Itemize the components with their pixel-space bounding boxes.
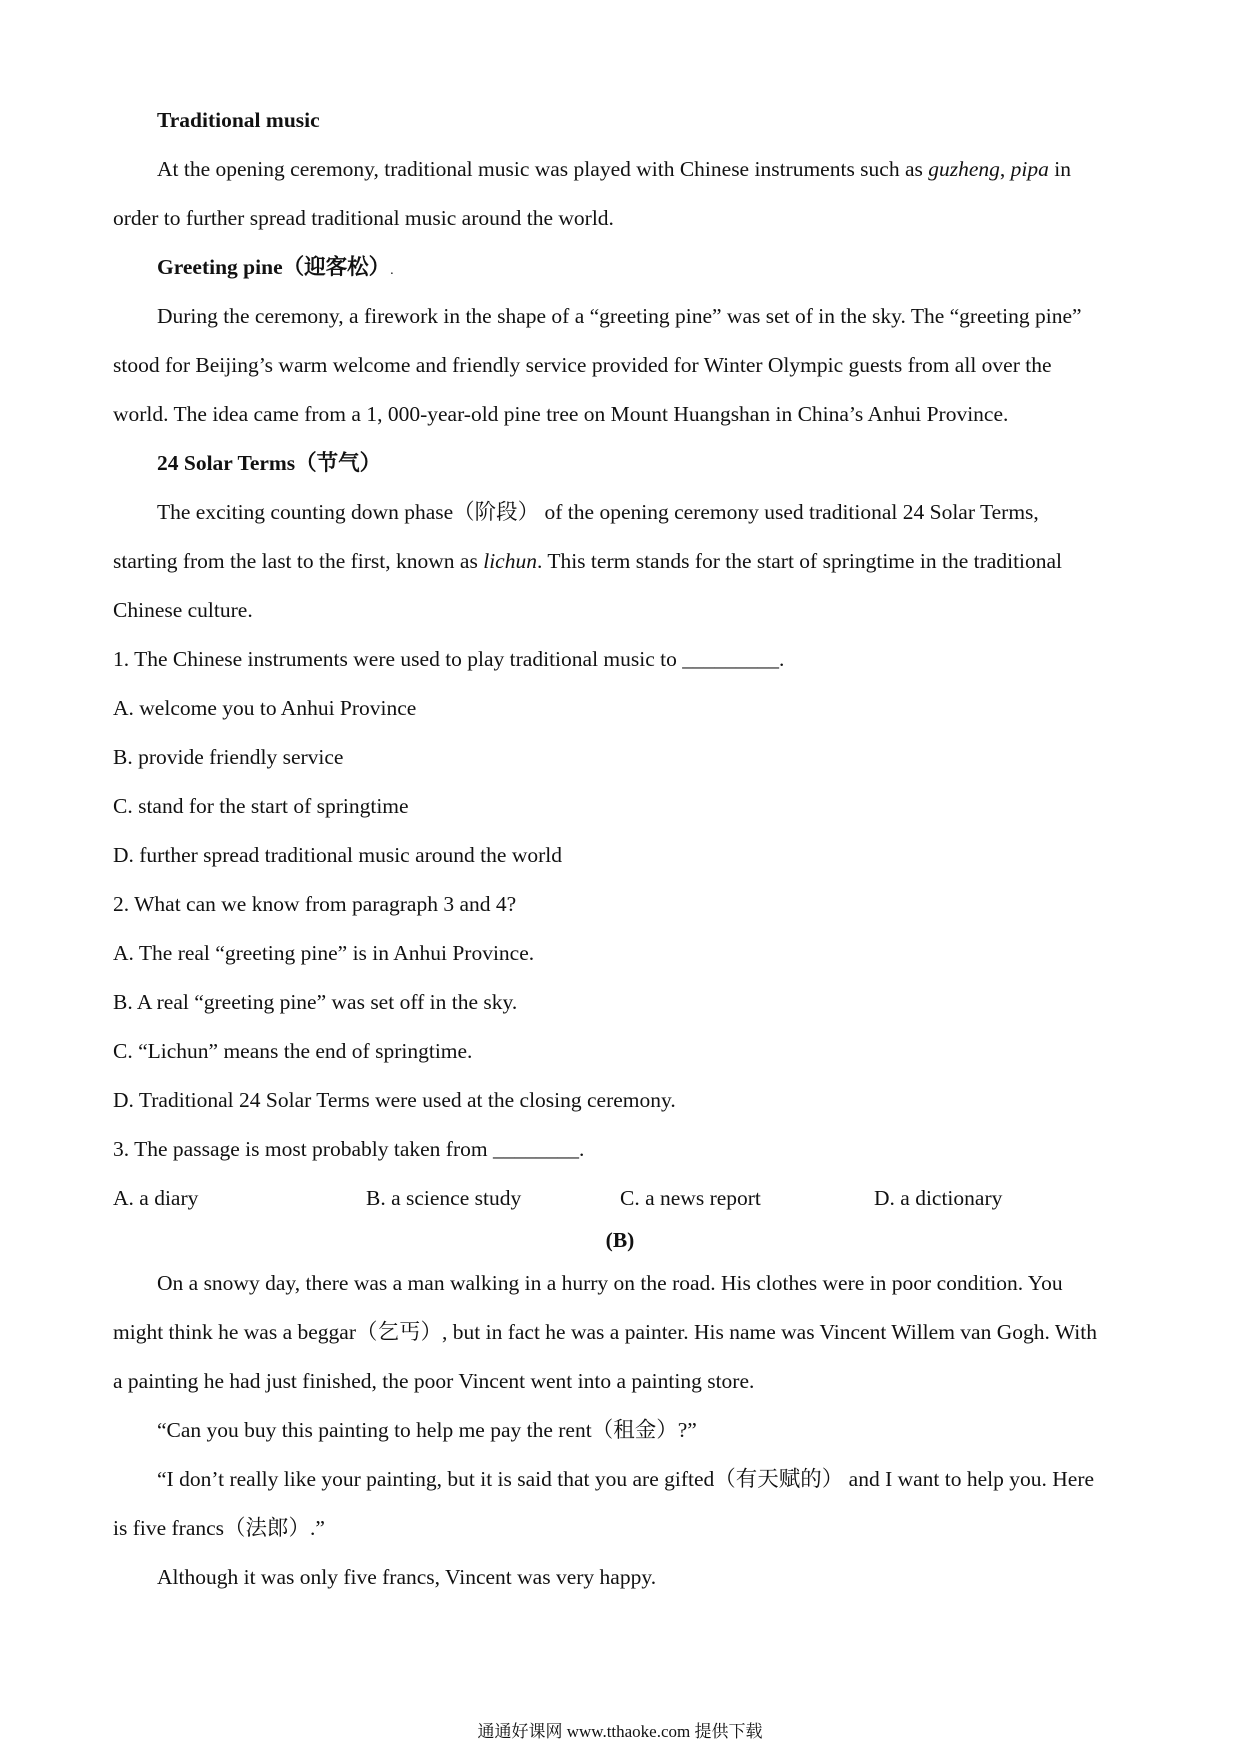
question-3: 3. The passage is most probably taken from ________. (113, 1137, 585, 1161)
question-1-option-c: C. stand for the start of springtime (113, 794, 409, 818)
paragraph-1-line-2: order to further spread traditional music around the world. (113, 206, 614, 230)
italic-term-guzheng: guzheng (928, 157, 1000, 181)
paragraph-2-line-1: During the ceremony, a firework in the shape of a “greeting pine” was set of in the sky. The “greeting pine” (157, 304, 1082, 328)
heading-greeting-pine (157, 252, 394, 286)
paragraph-2-line-3: world. The idea came from a 1, 000-year-old pine tree on Mount Huangshan in China’s Anhui Province. (113, 402, 1009, 426)
question-3-option-c: C. a news report (620, 1186, 761, 1210)
paragraph-2-line-2: stood for Beijing’s warm welcome and friendly service provided for Winter Olympic guests from all over the (113, 353, 1052, 377)
question-2-option-c: C. “Lichun” means the end of springtime. (113, 1039, 473, 1063)
paragraph-3-line-3: Chinese culture. (113, 598, 253, 622)
question-1-option-d: D. further spread traditional music around the world (113, 843, 562, 867)
heading-traditional-music: Traditional music (157, 108, 320, 132)
question-2-option-a: A. The real “greeting pine” is in Anhui Province. (113, 941, 535, 965)
story-paragraph-1-line-1: On a snowy day, there was a man walking in a hurry on the road. His clothes were in poor condition. You (157, 1271, 1063, 1295)
story-paragraph-1-line-2: might think he was a beggar（乞丐）, but in fact he was a painter. His name was Vincent Willem van Gogh. With (113, 1320, 1097, 1344)
question-2-option-b: B. A real “greeting pine” was set off in the sky. (113, 990, 518, 1014)
story-paragraph-3-line-2: is five francs（法郎）.” (113, 1516, 325, 1540)
paragraph-3-line-1: The exciting counting down phase（阶段） of the opening ceremony used traditional 24 Solar Terms, (157, 500, 1039, 524)
question-1: 1. The Chinese instruments were used to play traditional music to _________. (113, 647, 785, 671)
paragraph-1-line-1 (157, 154, 1071, 184)
section-b-title: (B) (605, 1228, 635, 1252)
heading-text: Greeting pine（迎客松） (157, 255, 391, 279)
question-1-option-b: B. provide friendly service (113, 745, 344, 769)
question-2: 2. What can we know from paragraph 3 and 4? (113, 892, 517, 916)
story-paragraph-2: “Can you buy this painting to help me pay the rent（租金）?” (157, 1418, 697, 1442)
question-3-option-a: A. a diary (113, 1186, 199, 1210)
heading-dot: . (390, 263, 394, 278)
question-1-option-a: A. welcome you to Anhui Province (113, 696, 417, 720)
text-span: . This term stands for the start of springtime in the traditional (536, 549, 1063, 573)
footer-credit: 通通好课网 www.tthaoke.com 提供下载 (477, 1722, 763, 1741)
question-3-option-d: D. a dictionary (874, 1186, 1003, 1210)
text-span: starting from the last to the first, known as (113, 549, 484, 573)
story-paragraph-4: Although it was only five francs, Vincent was very happy. (157, 1565, 657, 1589)
paragraph-3-line-2 (113, 546, 1062, 576)
italic-term-pipa: pipa (1010, 157, 1049, 181)
italic-term-lichun: lichun (483, 549, 537, 573)
question-2-option-d: D. Traditional 24 Solar Terms were used at the closing ceremony. (113, 1088, 676, 1112)
text-span: At the opening ceremony, traditional music was played with Chinese instruments such as (157, 157, 929, 181)
story-paragraph-1-line-3: a painting he had just finished, the poor Vincent went into a painting store. (113, 1369, 755, 1393)
heading-solar-terms: 24 Solar Terms（节气） (157, 451, 382, 475)
text-span: in (1048, 157, 1072, 181)
text-span: , (999, 157, 1011, 181)
question-3-option-b: B. a science study (366, 1186, 522, 1210)
story-paragraph-3-line-1: “I don’t really like your painting, but it is said that you are gifted（有天赋的） and I want to help you. Here (157, 1467, 1095, 1491)
